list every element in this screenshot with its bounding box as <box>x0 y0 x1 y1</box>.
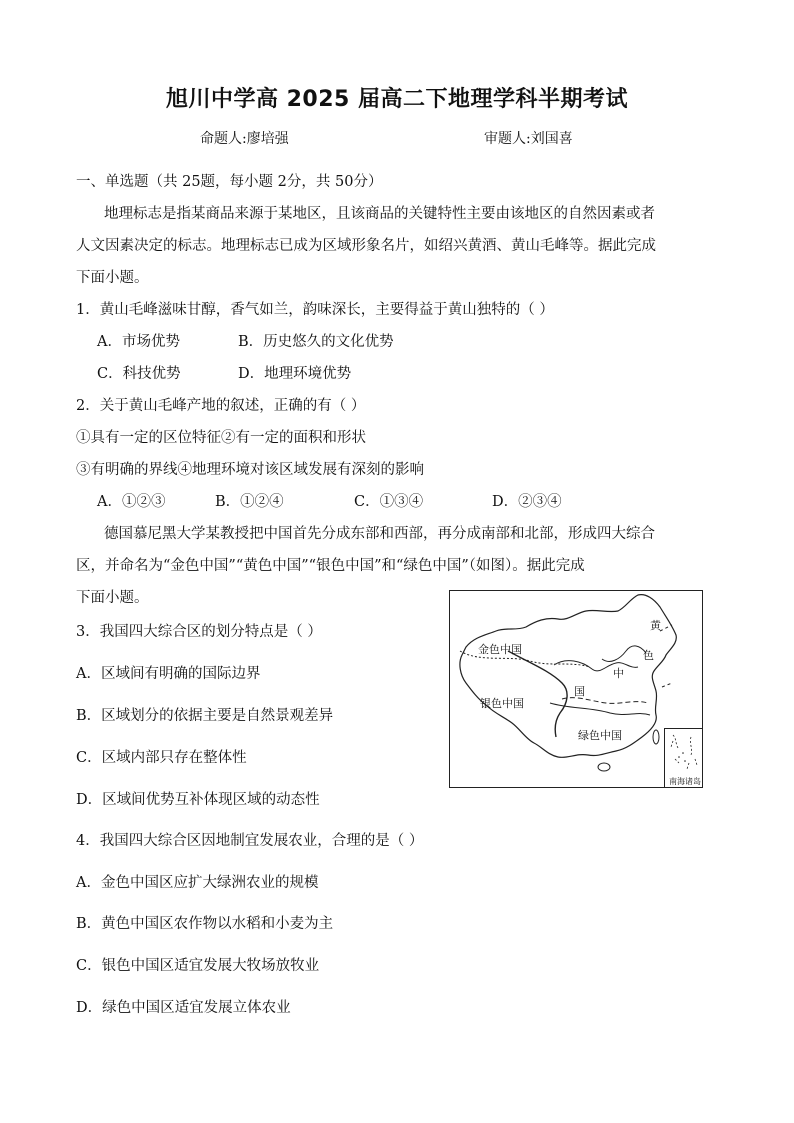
q4-option-d: D．绿色中国区适宜发展立体农业 <box>76 1000 291 1016</box>
exam-title: 旭川中学高 2025 届高二下地理学科半期考试 <box>165 87 629 112</box>
map-label-yellow-1: 黄 <box>650 619 661 632</box>
q4-option-c: C．银色中国区适宜发展大牧场放牧业 <box>76 958 320 974</box>
q2-option-d: D．②③④ <box>492 494 562 510</box>
map-label-guo: 国 <box>574 685 585 698</box>
q3-stem: 3．我国四大综合区的划分特点是（ ） <box>76 624 322 640</box>
passage1-line3: 下面小题。 <box>76 270 149 286</box>
question-setter: 命题人:廖培强 <box>200 131 289 147</box>
q3-option-b: B．区域划分的依据主要是自然景观差异 <box>76 708 334 724</box>
q3-option-c: C．区域内部只存在整体性 <box>76 750 247 766</box>
taiwan-island <box>653 730 659 744</box>
south-china-sea-inset <box>664 728 702 787</box>
q1-option-b: B．历史悠久的文化优势 <box>238 334 394 350</box>
map-label-silver-china: 银色中国 <box>480 697 524 710</box>
passage1-line2: 人文因素决定的标志。地理标志已成为区域形象名片，如绍兴黄酒、黄山毛峰等。据此完成 <box>76 238 656 254</box>
q2-option-b: B．①②④ <box>215 494 284 510</box>
section-heading: 一、单选题（共 25题，每小题 2分，共 50分） <box>76 174 383 190</box>
passage2-line1: 德国慕尼黑大学某教授把中国首先分成东部和西部，再分成南部和北部，形成四大综合 <box>104 526 655 542</box>
south-china-sea-label: 南海诸岛 <box>669 777 701 786</box>
china-regions-map <box>449 590 703 788</box>
q2-statements-2: ③有明确的界线④地理环境对该区域发展有深刻的影响 <box>76 462 424 478</box>
huanghe-river <box>554 661 638 671</box>
q2-statements-1: ①具有一定的区位特征②有一定的面积和形状 <box>76 430 366 446</box>
q3-option-d: D．区域间优势互补体现区域的动态性 <box>76 792 320 808</box>
q4-stem: 4．我国四大综合区因地制宜发展农业，合理的是（ ） <box>76 833 424 849</box>
hainan-island <box>598 763 610 771</box>
q2-stem: 2．关于黄山毛峰产地的叙述，正确的有（ ） <box>76 398 366 414</box>
q1-stem: 1．黄山毛峰滋味甘醇，香气如兰，韵味深长，主要得益于黄山独特的（ ） <box>76 302 554 318</box>
q4-option-a: A．金色中国区应扩大绿洲农业的规模 <box>76 875 319 891</box>
yellow-region-border <box>602 646 646 662</box>
q2-option-a: A．①②③ <box>97 494 166 510</box>
passage2-line3: 下面小题。 <box>76 590 149 606</box>
q1-option-d: D．地理环境优势 <box>238 366 352 382</box>
map-label-zhong: 中 <box>613 667 624 680</box>
passage1-line1: 地理标志是指某商品来源于某地区，且该商品的关键特性主要由该地区的自然因素或者 <box>104 206 655 222</box>
map-label-gold-china: 金色中国 <box>478 643 522 656</box>
q2-option-c: C．①③④ <box>354 494 424 510</box>
passage2-line2: 区，并命名为“金色中国”“黄色中国”“银色中国”和“绿色中国”（如图）。据此完成 <box>76 558 585 574</box>
map-label-green-china: 绿色中国 <box>578 729 622 742</box>
china-outline <box>460 595 676 758</box>
q1-option-a: A．市场优势 <box>97 334 180 350</box>
map-label-yellow-2: 色 <box>643 649 654 662</box>
east-west-divider <box>508 651 567 737</box>
question-reviewer: 审题人:刘国喜 <box>484 131 573 147</box>
q1-option-c: C．科技优势 <box>97 366 181 382</box>
q4-option-b: B．黄色中国区农作物以水稻和小麦为主 <box>76 916 334 932</box>
q3-option-a: A．区域间有明确的国际边界 <box>76 666 261 682</box>
